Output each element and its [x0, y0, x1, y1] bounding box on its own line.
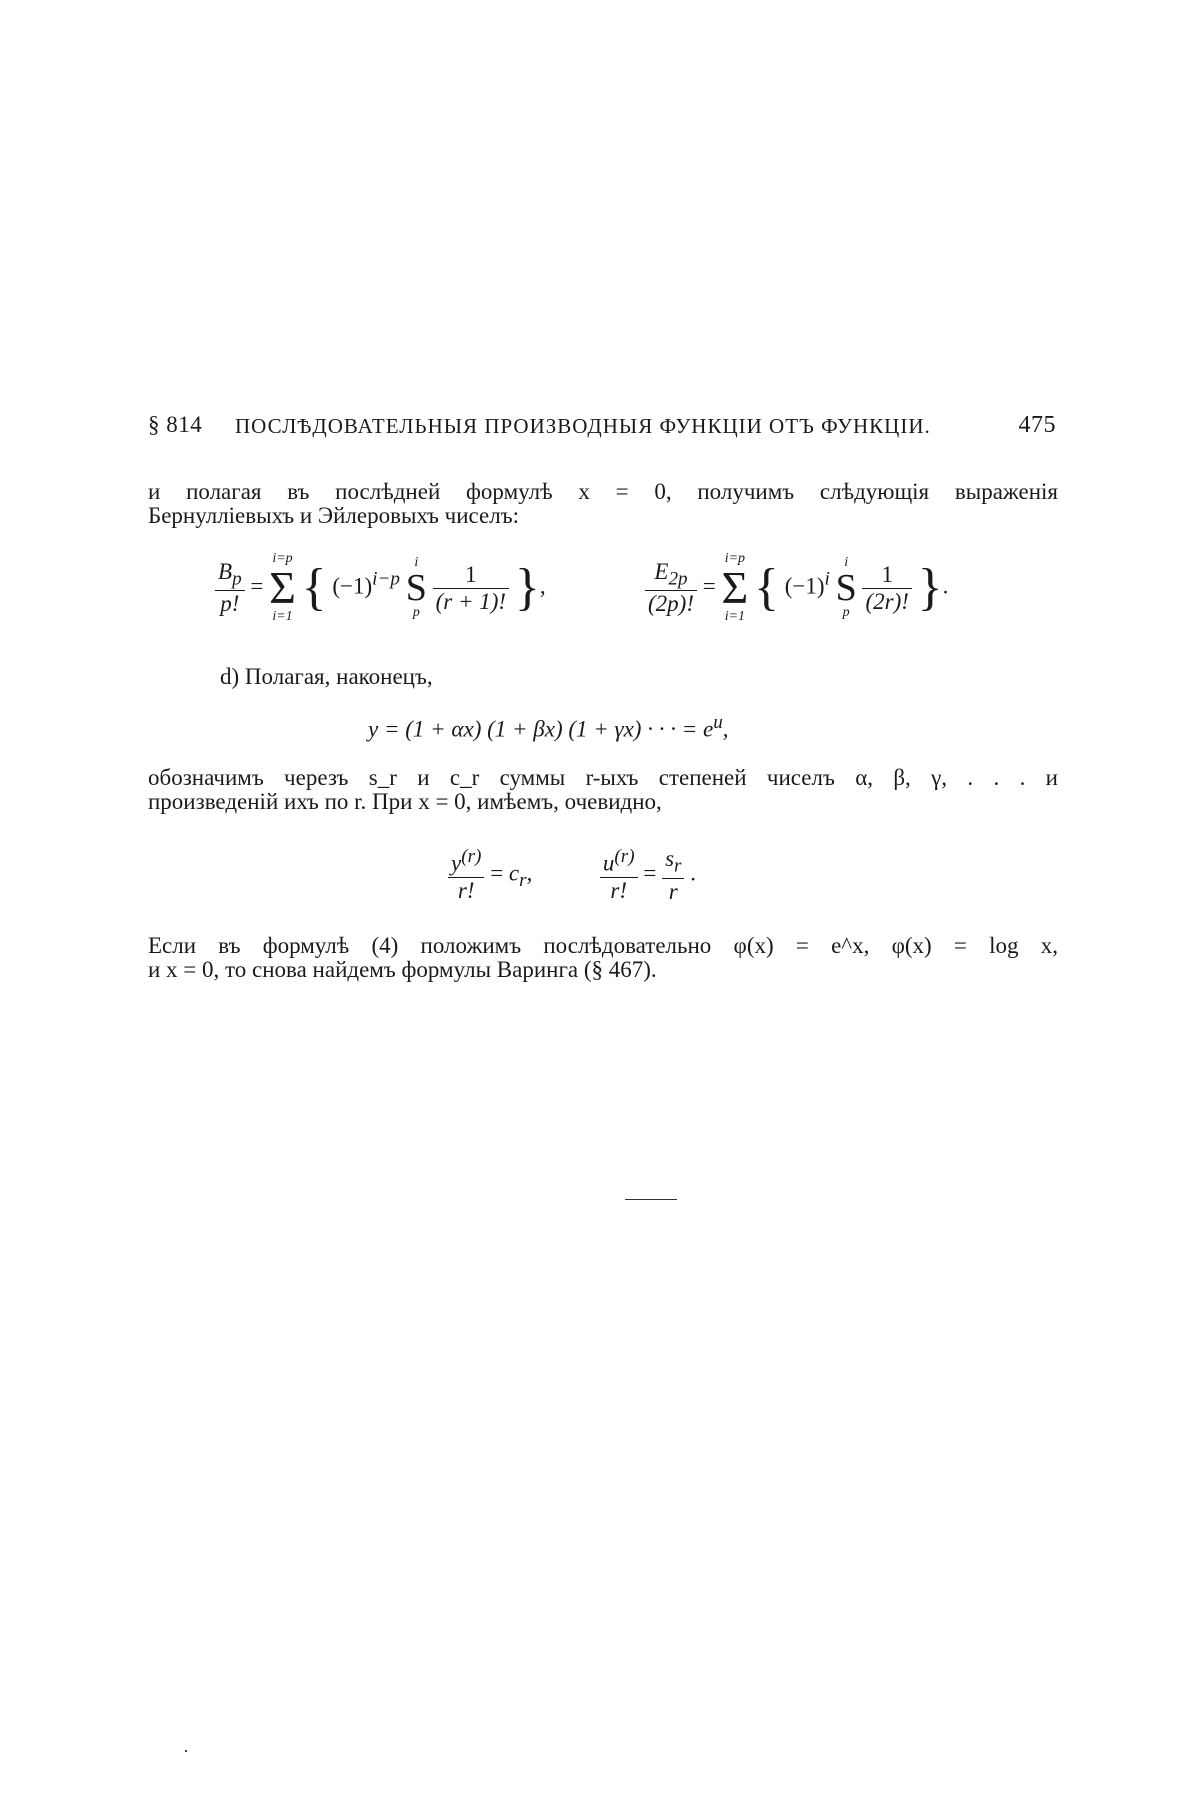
euler-sum-bottom: i=1: [724, 609, 746, 624]
euler-frac: [862, 562, 911, 615]
bernoulli-equals: =: [250, 573, 270, 599]
bernoulli-lhs-num: B: [218, 558, 233, 584]
formula-euler: [645, 552, 948, 624]
page-number: 475: [1018, 412, 1056, 438]
formula-y-body: y = (1 + αx) (1 + βx) (1 + γx) · · · = e: [368, 716, 714, 742]
bernoulli-S-top: i: [414, 555, 419, 570]
euler-lhs-sub: 2p: [668, 568, 688, 590]
yr-rhs: c: [508, 860, 520, 886]
paragraph-2: [148, 766, 1058, 814]
yr-num: y: [451, 851, 462, 877]
para3-line-1: Если въ формулѣ (4) положимъ послѣдовательно φ(x) = e^x, φ(x) = log x,: [148, 933, 1058, 958]
sigma-symbol: Σ: [721, 562, 749, 613]
euler-sum-top: i=p: [724, 551, 746, 566]
formula-y-exp: u: [713, 712, 723, 733]
left-brace: {: [754, 559, 779, 616]
sr-den: r: [668, 878, 678, 904]
bernoulli-term-exp: i−p: [372, 568, 400, 590]
euler-sum: [721, 552, 748, 624]
ur-num: u: [602, 851, 615, 877]
euler-term-exp: i: [824, 568, 830, 590]
sr-num-sub: r: [674, 855, 682, 877]
right-brace: }: [917, 559, 943, 616]
ur-frac: [600, 846, 638, 904]
sigma-symbol: Σ: [269, 562, 296, 613]
ur-num-sup: (r): [614, 846, 635, 868]
formula-yr: [448, 846, 696, 905]
right-brace: }: [514, 559, 540, 616]
euler-S: [836, 556, 857, 620]
bernoulli-sum-bottom: i=1: [272, 609, 293, 624]
euler-equals: =: [702, 573, 722, 599]
yr-rhs-sub: r: [519, 870, 527, 892]
para3-line-2: и x = 0, то снова найдемъ формулы Варинга (§ 467).: [148, 957, 657, 982]
euler-frac-den: (2r)!: [865, 588, 909, 614]
euler-S-top: i: [844, 555, 849, 570]
euler-lhs: [645, 559, 697, 618]
bernoulli-S: [406, 556, 427, 620]
intro-line-2: Бернулліевыхъ и Эйлеровыхъ чиселъ:: [148, 503, 519, 528]
page-speck: [185, 1750, 187, 1752]
para-d-text: Полагая, наконецъ,: [244, 664, 433, 689]
euler-term: (−1): [784, 573, 825, 599]
bernoulli-frac: [433, 562, 509, 615]
ur-den: r!: [610, 878, 628, 904]
bernoulli-sum: [269, 552, 296, 624]
formula-bernoulli: [215, 552, 546, 624]
para2-line-1: обозначимъ черезъ s_r и c_r суммы r-ыхъ степеней чиселъ α, β, γ, . . . и: [148, 765, 1058, 790]
formula-y: y = (1 + αx) (1 + βx) (1 + γx) · · · = $e^u$,: [368, 712, 729, 742]
para2-line-2: произведеній ихъ по r. При x = 0, имѣемъ, очевидно,: [148, 789, 662, 814]
ur-equals: =: [643, 860, 663, 886]
paragraph-3: [148, 934, 1058, 982]
S-symbol: S: [835, 567, 857, 609]
bernoulli-sum-top: i=p: [272, 551, 293, 566]
euler-lhs-num: E: [654, 558, 669, 584]
bernoulli-S-bottom: p: [412, 605, 420, 620]
S-symbol: S: [405, 567, 427, 609]
yr-den: r!: [457, 878, 475, 904]
bernoulli-frac-den: (r + 1)!: [435, 588, 507, 614]
running-title: ПОСЛѢДОВАТЕЛЬНЫЯ ПРОИЗВОДНЫЯ ФУНКЦІИ ОТЪ ФУНКЦІИ.: [235, 414, 931, 438]
sr-num: s: [665, 846, 675, 871]
intro-paragraph: [148, 480, 1058, 528]
intro-line-1: и полагая въ послѣдней формулѣ x = 0, получимъ слѣдующія выраженія: [148, 479, 1058, 504]
end-rule: [625, 1199, 677, 1200]
comma: ,: [539, 573, 546, 599]
yr-frac: [448, 846, 484, 904]
yr-equals: =: [490, 860, 509, 886]
bernoulli-frac-num: 1: [433, 562, 509, 589]
comma: ,: [526, 860, 533, 886]
euler-lhs-den: (2p)!: [648, 591, 694, 617]
bernoulli-lhs: [215, 559, 245, 618]
euler-frac-num: 1: [862, 562, 911, 589]
period: .: [942, 573, 949, 599]
euler-S-bottom: p: [842, 605, 850, 620]
bernoulli-lhs-sub: p: [232, 568, 242, 590]
left-brace: {: [301, 559, 327, 616]
para-d-label: d): [220, 664, 240, 689]
bernoulli-lhs-den: p!: [220, 591, 240, 617]
period: .: [690, 860, 696, 886]
section-number: § 814: [148, 412, 203, 437]
para-d: [220, 665, 820, 689]
yr-num-sup: (r): [461, 846, 482, 868]
page-header: [148, 412, 1056, 446]
bernoulli-term: (−1): [332, 573, 373, 599]
sr-frac: [662, 846, 684, 905]
